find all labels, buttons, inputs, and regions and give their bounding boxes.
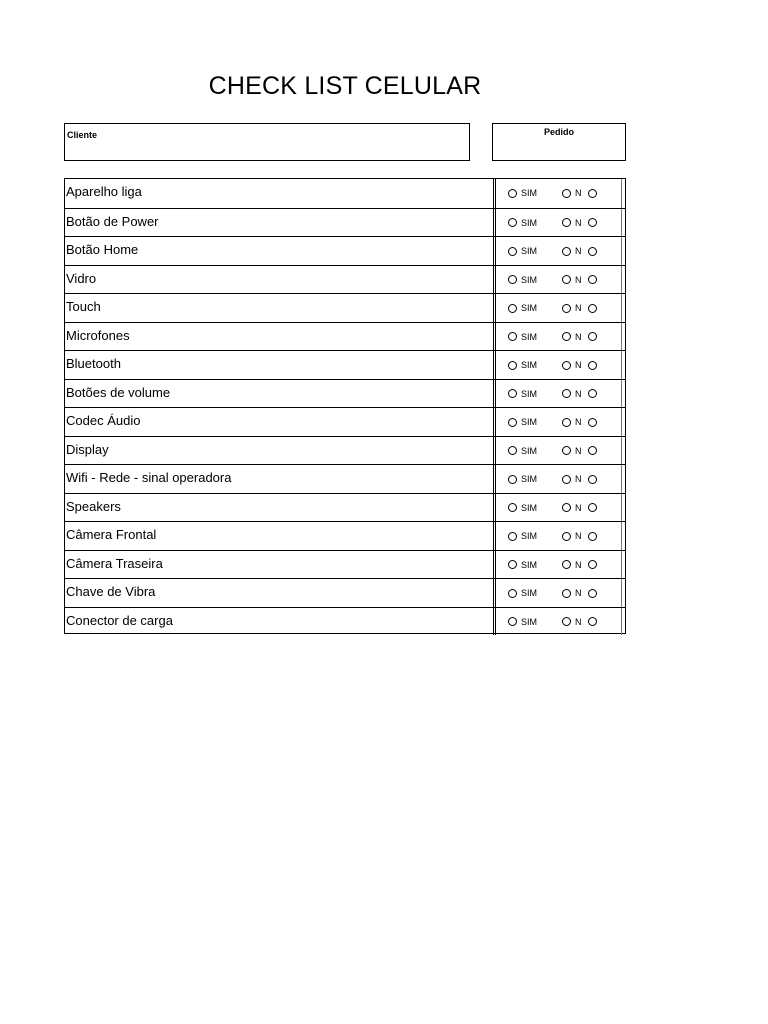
option-sim[interactable] bbox=[508, 503, 537, 513]
checklist-options bbox=[495, 380, 625, 408]
checklist-options bbox=[495, 266, 625, 294]
radio-sim-icon[interactable] bbox=[508, 560, 517, 569]
checklist-item-label: Aparelho liga bbox=[65, 179, 494, 208]
option-nao[interactable] bbox=[562, 332, 597, 342]
radio-sim-icon[interactable] bbox=[508, 218, 517, 227]
radio-nao-glyph-icon bbox=[588, 304, 597, 313]
option-sim[interactable] bbox=[508, 360, 537, 370]
radio-nao-icon[interactable] bbox=[562, 532, 571, 541]
checklist-row bbox=[65, 464, 625, 493]
radio-sim-icon[interactable] bbox=[508, 446, 517, 455]
option-sim[interactable] bbox=[508, 531, 537, 541]
checklist-options bbox=[495, 522, 625, 550]
radio-nao-icon[interactable] bbox=[562, 332, 571, 341]
option-sim-label: SIM bbox=[521, 303, 538, 313]
checklist-options bbox=[495, 579, 625, 607]
radio-nao-icon[interactable] bbox=[562, 218, 571, 227]
checklist-row bbox=[65, 293, 625, 322]
option-sim[interactable] bbox=[508, 303, 537, 313]
option-sim[interactable] bbox=[508, 332, 537, 342]
option-nao[interactable] bbox=[562, 446, 597, 456]
radio-nao-icon[interactable] bbox=[562, 446, 571, 455]
option-sim[interactable] bbox=[508, 389, 537, 399]
option-nao[interactable] bbox=[562, 389, 597, 399]
radio-sim-icon[interactable] bbox=[508, 503, 517, 512]
option-sim-label: SIM bbox=[521, 217, 538, 228]
option-sim-label: SIM bbox=[521, 474, 538, 484]
checklist-row bbox=[65, 607, 625, 636]
option-sim-label: SIM bbox=[521, 360, 538, 370]
radio-sim-icon[interactable] bbox=[508, 332, 517, 341]
option-sim[interactable] bbox=[508, 560, 537, 570]
checklist-options bbox=[495, 179, 625, 208]
option-nao-label: N bbox=[575, 246, 585, 256]
option-sim-label: SIM bbox=[521, 331, 538, 342]
option-sim-label: SIM bbox=[521, 417, 538, 427]
radio-nao-icon[interactable] bbox=[562, 361, 571, 370]
radio-nao-glyph-icon bbox=[588, 532, 597, 541]
checklist-options bbox=[495, 465, 625, 493]
checklist-options bbox=[495, 437, 625, 465]
radio-nao-glyph-icon bbox=[588, 361, 597, 370]
checklist-row bbox=[65, 179, 625, 208]
checklist-row bbox=[65, 236, 625, 265]
option-sim[interactable] bbox=[508, 275, 537, 285]
option-nao-label: N bbox=[575, 360, 585, 370]
option-nao-label: N bbox=[575, 531, 585, 541]
radio-nao-glyph-icon bbox=[588, 503, 597, 512]
radio-nao-icon[interactable] bbox=[562, 560, 571, 569]
checklist-row bbox=[65, 208, 625, 237]
checklist-row bbox=[65, 550, 625, 579]
radio-sim-icon[interactable] bbox=[508, 361, 517, 370]
option-sim-label: SIM bbox=[521, 274, 538, 285]
checklist-options bbox=[495, 608, 625, 636]
option-nao-label: N bbox=[575, 417, 585, 427]
radio-sim-icon[interactable] bbox=[508, 304, 517, 313]
option-nao[interactable] bbox=[562, 417, 597, 427]
option-sim-label: SIM bbox=[521, 531, 538, 541]
checklist-item-label: Wifi - Rede - sinal operadora bbox=[65, 465, 494, 493]
radio-nao-glyph-icon bbox=[588, 418, 597, 427]
option-nao[interactable] bbox=[562, 188, 597, 198]
option-sim[interactable] bbox=[508, 246, 537, 256]
checklist-options bbox=[495, 294, 625, 322]
radio-nao-glyph-icon bbox=[588, 189, 597, 198]
option-nao[interactable] bbox=[562, 360, 597, 370]
option-sim-label: SIM bbox=[521, 588, 538, 598]
radio-nao-glyph-icon bbox=[588, 617, 597, 626]
option-sim-label: SIM bbox=[521, 559, 538, 570]
option-nao[interactable] bbox=[562, 617, 597, 627]
checklist-item-label: Botão Home bbox=[65, 237, 494, 265]
radio-nao-icon[interactable] bbox=[562, 304, 571, 313]
option-nao-label: N bbox=[575, 502, 585, 513]
option-nao-label: N bbox=[575, 303, 585, 313]
radio-nao-icon[interactable] bbox=[562, 503, 571, 512]
checklist-item-label: Câmera Traseira bbox=[65, 551, 494, 579]
checklist-row bbox=[65, 265, 625, 294]
checklist-item-label: Câmera Frontal bbox=[65, 522, 494, 550]
checklist-item-label: Microfones bbox=[65, 323, 494, 351]
pedido-field[interactable] bbox=[492, 123, 626, 161]
option-nao-label: N bbox=[575, 274, 585, 285]
radio-nao-icon[interactable] bbox=[562, 617, 571, 626]
checklist-item-label: Conector de carga bbox=[65, 608, 494, 636]
checklist-item-label: Speakers bbox=[65, 494, 494, 522]
option-sim[interactable] bbox=[508, 446, 537, 456]
option-sim[interactable] bbox=[508, 188, 537, 198]
option-nao[interactable] bbox=[562, 246, 597, 256]
radio-nao-icon[interactable] bbox=[562, 247, 571, 256]
option-nao[interactable] bbox=[562, 503, 597, 513]
checklist-row bbox=[65, 436, 625, 465]
radio-nao-icon[interactable] bbox=[562, 275, 571, 284]
radio-nao-glyph-icon bbox=[588, 389, 597, 398]
checklist-row bbox=[65, 521, 625, 550]
option-nao-label: N bbox=[575, 559, 585, 570]
option-sim[interactable] bbox=[508, 474, 537, 484]
option-sim[interactable] bbox=[508, 617, 537, 627]
radio-sim-icon[interactable] bbox=[508, 475, 517, 484]
radio-nao-glyph-icon bbox=[588, 589, 597, 598]
option-sim-label: SIM bbox=[521, 388, 538, 399]
option-nao-label: N bbox=[575, 588, 585, 598]
option-nao-label: N bbox=[575, 445, 585, 456]
checklist-options bbox=[495, 209, 625, 237]
checklist-item-label: Vidro bbox=[65, 266, 494, 294]
radio-nao-glyph-icon bbox=[588, 475, 597, 484]
checklist-item-label: Display bbox=[65, 437, 494, 465]
option-sim-label: SIM bbox=[521, 188, 538, 198]
option-sim-label: SIM bbox=[521, 246, 538, 256]
option-nao[interactable] bbox=[562, 588, 597, 598]
option-nao[interactable] bbox=[562, 303, 597, 313]
radio-sim-icon[interactable] bbox=[508, 275, 517, 284]
page-title: CHECK LIST CELULAR bbox=[208, 72, 482, 100]
option-sim[interactable] bbox=[508, 218, 537, 228]
option-nao-label: N bbox=[575, 388, 585, 399]
radio-nao-glyph-icon bbox=[588, 332, 597, 341]
option-nao-label: N bbox=[575, 331, 585, 342]
checklist-options bbox=[495, 323, 625, 351]
radio-sim-icon[interactable] bbox=[508, 247, 517, 256]
radio-sim-icon[interactable] bbox=[508, 418, 517, 427]
radio-nao-icon[interactable] bbox=[562, 475, 571, 484]
option-nao[interactable] bbox=[562, 531, 597, 541]
radio-nao-glyph-icon bbox=[588, 218, 597, 227]
radio-nao-icon[interactable] bbox=[562, 589, 571, 598]
radio-sim-icon[interactable] bbox=[508, 189, 517, 198]
option-nao[interactable] bbox=[562, 560, 597, 570]
checklist-table bbox=[64, 178, 626, 634]
radio-nao-glyph-icon bbox=[588, 560, 597, 569]
checklist-options bbox=[495, 551, 625, 579]
checklist-item-label: Touch bbox=[65, 294, 494, 322]
radio-sim-icon[interactable] bbox=[508, 617, 517, 626]
option-nao[interactable] bbox=[562, 218, 597, 228]
checklist-options bbox=[495, 351, 625, 379]
radio-nao-icon[interactable] bbox=[562, 418, 571, 427]
radio-nao-glyph-icon bbox=[588, 247, 597, 256]
option-sim-label: SIM bbox=[521, 502, 538, 513]
checklist-row bbox=[65, 493, 625, 522]
option-sim[interactable] bbox=[508, 417, 537, 427]
checklist-item-label: Bluetooth bbox=[65, 351, 494, 379]
cliente-field[interactable] bbox=[64, 123, 470, 161]
radio-sim-icon[interactable] bbox=[508, 589, 517, 598]
radio-sim-icon[interactable] bbox=[508, 389, 517, 398]
option-nao[interactable] bbox=[562, 275, 597, 285]
cliente-label: Cliente bbox=[67, 130, 98, 140]
checklist-row bbox=[65, 379, 625, 408]
checklist-options bbox=[495, 408, 625, 436]
option-nao[interactable] bbox=[562, 474, 597, 484]
radio-nao-icon[interactable] bbox=[562, 389, 571, 398]
option-sim-label: SIM bbox=[521, 445, 538, 456]
checklist-row bbox=[65, 407, 625, 436]
option-nao-label: N bbox=[575, 616, 585, 627]
option-nao-label: N bbox=[575, 474, 585, 484]
option-sim[interactable] bbox=[508, 588, 537, 598]
radio-nao-glyph-icon bbox=[588, 275, 597, 284]
checklist-options bbox=[495, 237, 625, 265]
radio-nao-glyph-icon bbox=[588, 446, 597, 455]
checklist-row bbox=[65, 322, 625, 351]
option-nao-label: N bbox=[575, 217, 585, 228]
radio-nao-icon[interactable] bbox=[562, 189, 571, 198]
checklist-options bbox=[495, 494, 625, 522]
checklist-item-label: Codec Áudio bbox=[65, 408, 494, 436]
pedido-label: Pedido bbox=[543, 127, 574, 137]
checklist-item-label: Botão de Power bbox=[65, 209, 494, 237]
checklist-item-label: Chave de Vibra bbox=[65, 579, 494, 607]
option-nao-label: N bbox=[575, 188, 585, 198]
checklist-row bbox=[65, 578, 625, 607]
checklist-row bbox=[65, 350, 625, 379]
option-sim-label: SIM bbox=[521, 616, 538, 627]
radio-sim-icon[interactable] bbox=[508, 532, 517, 541]
checklist-item-label: Botões de volume bbox=[65, 380, 494, 408]
